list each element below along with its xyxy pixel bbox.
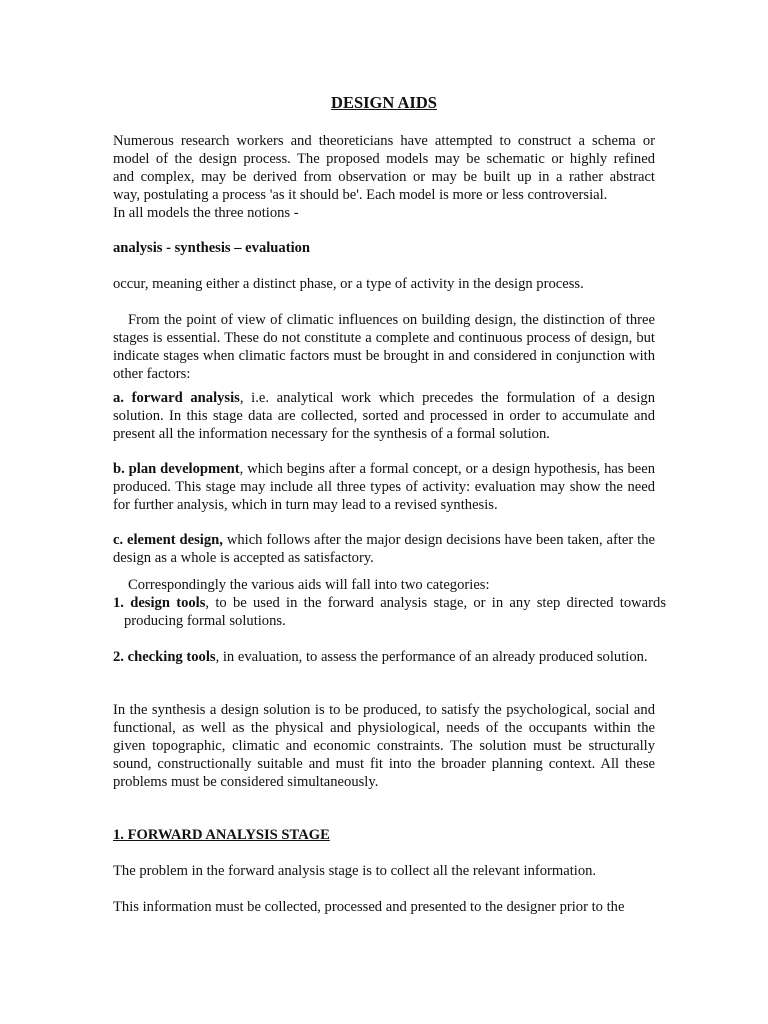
intro-line-3: and complex, may be derived from observation or may be built up in a rather abstract xyxy=(113,169,655,185)
category-checking-tools xyxy=(113,648,666,666)
synthesis-paragraph: In the synthesis a design solution is to be produced, to satisfy the psychological, social and functional, as well as the physical and physiological, needs of the occupants within the given topographic, climatic and economic constraints. The solution must be structurally sound, constructionally suitable and must fit into the broader planning context. All these problems must be considered simultaneously. xyxy=(113,702,655,790)
cat2-label: 2. checking tools xyxy=(113,649,216,665)
cat1-text: , to be used in the forward analysis stage, or in any step directed towards producing formal solutions. xyxy=(124,595,666,629)
item-element-design xyxy=(113,531,655,567)
three-notions: analysis - synthesis – evaluation xyxy=(113,240,311,256)
notions-explanation: occur, meaning either a distinct phase, or a type of activity in the design process. xyxy=(113,276,584,292)
category-design-tools xyxy=(113,594,666,630)
intro-line-1: Numerous research workers and theoreticians have attempted to construct a schema or xyxy=(113,133,655,149)
item-forward-analysis xyxy=(113,389,655,443)
intro-line-5: In all models the three notions - xyxy=(113,205,299,221)
intro-line-4: way, postulating a process 'as it should be'. Each model is more or less controversial. xyxy=(113,187,608,203)
item-b-label: b. plan development xyxy=(113,461,240,477)
item-b-text: , which begins after a formal concept, or a design hypothesis, has been produced. This stage may include all three types of activity: evaluation may show the need for further analysis, which in turn may lead to a revised synthesis. xyxy=(113,461,656,513)
forward-analysis-paragraph-2: This information must be collected, processed and presented to the designer prior to the xyxy=(113,899,625,915)
forward-analysis-paragraph-1: The problem in the forward analysis stage is to collect all the relevant information. xyxy=(113,863,597,879)
cat2-text: , in evaluation, to assess the performance of an already produced solution. xyxy=(215,649,648,665)
intro-line-2: model of the design process. The proposed models may be schematic or highly refined xyxy=(113,151,655,167)
document-title: DESIGN AIDS xyxy=(331,93,437,112)
item-a-label: a. forward analysis xyxy=(113,390,240,406)
item-c-text: which follows after the major design decisions have been taken, after the design as a whole is accepted as satisfactory. xyxy=(113,532,655,566)
climatic-influences-paragraph: From the point of view of climatic influences on building design, the distinction of three stages is essential. These do not constitute a complete and continuous process of design, but indicate stages when climatic factors must be brought in and considered in conjunction with other factors: xyxy=(113,312,655,382)
section-heading-forward-analysis: 1. FORWARD ANALYSIS STAGE xyxy=(113,827,330,843)
item-c-label: c. element design, xyxy=(113,532,223,548)
intro-paragraph xyxy=(113,132,655,222)
cat1-label: 1. design tools xyxy=(113,595,206,611)
categories-intro: Correspondingly the various aids will fall into two categories: xyxy=(128,577,490,593)
item-plan-development xyxy=(113,460,655,514)
item-a-text: , i.e. analytical work which precedes the formulation of a design solution. In this stage data are collected, sorted and processed in order to accumulate and present all the information necessary for the synthesis of a formal solution. xyxy=(113,390,655,442)
